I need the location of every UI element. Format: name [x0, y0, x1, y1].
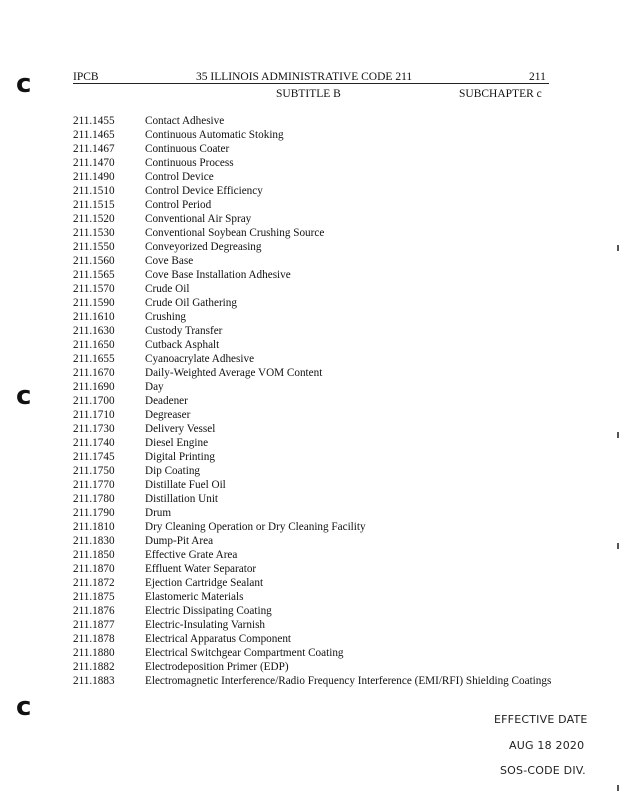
section-number: 211.1515 [73, 199, 115, 211]
section-term: Degreaser [145, 409, 191, 421]
header-subtitle: SUBTITLE B [276, 88, 341, 100]
section-term: Cove Base [145, 255, 194, 267]
section-term: Drum [145, 507, 172, 519]
scan-edge-mark [617, 432, 619, 438]
section-entry [73, 590, 553, 604]
section-term: Electrical Apparatus Component [145, 633, 292, 645]
section-entry [73, 184, 553, 198]
section-entry [73, 352, 553, 366]
section-term: Distillation Unit [145, 493, 219, 505]
stamp-date: AUG 18 2020 [509, 739, 585, 752]
section-term: Contact Adhesive [145, 115, 225, 127]
section-entry [73, 534, 553, 548]
section-number: 211.1550 [73, 241, 115, 253]
section-term: Continuous Coater [145, 143, 230, 155]
section-number: 211.1750 [73, 465, 115, 477]
section-entry [73, 604, 553, 618]
section-number: 211.1570 [73, 283, 115, 295]
section-entry [73, 296, 553, 310]
section-term: Distillate Fuel Oil [145, 479, 226, 491]
section-entry [73, 114, 553, 128]
section-number: 211.1730 [73, 423, 115, 435]
stamp-division: SOS-CODE DIV. [500, 764, 586, 777]
section-entry [73, 254, 553, 268]
section-term: Diesel Engine [145, 437, 209, 449]
section-number: 211.1810 [73, 521, 115, 533]
binder-hole-mark: c [16, 692, 32, 722]
section-term: Continuous Automatic Stoking [145, 129, 284, 141]
section-number: 211.1467 [73, 143, 115, 155]
section-term: Crude Oil Gathering [145, 297, 237, 309]
section-entry [73, 366, 553, 380]
section-entry [73, 142, 553, 156]
section-term: Electric Dissipating Coating [145, 605, 272, 617]
section-term: Effluent Water Separator [145, 563, 257, 575]
section-number: 211.1882 [73, 661, 115, 673]
section-entry [73, 338, 553, 352]
section-entry [73, 282, 553, 296]
section-term: Delivery Vessel [145, 423, 216, 435]
section-number: 211.1470 [73, 157, 115, 169]
section-number: 211.1850 [73, 549, 115, 561]
section-term: Dry Cleaning Operation or Dry Cleaning Facility [145, 521, 366, 533]
header-part: 211 [529, 71, 546, 83]
section-entry [73, 450, 553, 464]
section-number: 211.1875 [73, 591, 115, 603]
section-term: Deadener [145, 395, 188, 407]
header-code-title: 35 ILLINOIS ADMINISTRATIVE CODE 211 [196, 71, 413, 83]
section-term: Cyanoacrylate Adhesive [145, 353, 255, 365]
section-term: Cutback Asphalt [145, 339, 220, 351]
section-number: 211.1878 [73, 633, 115, 645]
section-entry [73, 548, 553, 562]
section-number: 211.1560 [73, 255, 115, 267]
section-entry [73, 198, 553, 212]
section-number: 211.1872 [73, 577, 115, 589]
section-term: Cove Base Installation Adhesive [145, 269, 291, 281]
section-entry [73, 478, 553, 492]
section-number: 211.1650 [73, 339, 115, 351]
header-agency: IPCB [73, 71, 99, 83]
section-term: Control Device [145, 171, 214, 183]
section-number: 211.1565 [73, 269, 115, 281]
section-entry [73, 408, 553, 422]
section-entry [73, 156, 553, 170]
section-number: 211.1745 [73, 451, 115, 463]
section-number: 211.1465 [73, 129, 115, 141]
section-term: Ejection Cartridge Sealant [145, 577, 264, 589]
scan-edge-mark [617, 543, 619, 549]
binder-hole-mark: c [16, 69, 32, 99]
scan-edge-mark [617, 245, 619, 251]
section-number: 211.1510 [73, 185, 115, 197]
section-number: 211.1610 [73, 311, 115, 323]
section-term: Electrodeposition Primer (EDP) [145, 661, 289, 673]
section-entry [73, 520, 553, 534]
section-entry [73, 310, 553, 324]
section-term: Control Period [145, 199, 212, 211]
section-number: 211.1710 [73, 409, 115, 421]
section-number: 211.1670 [73, 367, 115, 379]
section-entry [73, 506, 553, 520]
section-term: Digital Printing [145, 451, 215, 463]
section-term: Conventional Air Spray [145, 213, 252, 225]
section-entry [73, 394, 553, 408]
section-number: 211.1770 [73, 479, 115, 491]
stamp-label: EFFECTIVE DATE [494, 713, 588, 726]
section-number: 211.1520 [73, 213, 115, 225]
section-number: 211.1880 [73, 647, 115, 659]
section-entry [73, 240, 553, 254]
section-term: Control Device Efficiency [145, 185, 263, 197]
header-subchapter: SUBCHAPTER c [459, 88, 542, 100]
section-number: 211.1876 [73, 605, 115, 617]
section-entry [73, 632, 553, 646]
scan-edge-mark [617, 785, 619, 791]
section-term: Crude Oil [145, 283, 190, 295]
section-term: Effective Grate Area [145, 549, 238, 561]
section-entry [73, 618, 553, 632]
section-term: Daily-Weighted Average VOM Content [145, 367, 323, 379]
section-term: Conventional Soybean Crushing Source [145, 227, 325, 239]
section-term: Conveyorized Degreasing [145, 241, 262, 253]
section-number: 211.1700 [73, 395, 115, 407]
section-entry [73, 128, 553, 142]
section-entry [73, 660, 553, 674]
section-number: 211.1883 [73, 675, 115, 687]
section-number: 211.1490 [73, 171, 115, 183]
section-entry [73, 422, 553, 436]
section-number: 211.1590 [73, 297, 115, 309]
section-entry [73, 562, 553, 576]
section-list [73, 114, 553, 688]
section-term: Day [145, 381, 164, 393]
section-term: Crushing [145, 311, 187, 323]
section-entry [73, 436, 553, 450]
section-entry [73, 576, 553, 590]
binder-hole-mark: c [16, 381, 32, 411]
section-number: 211.1455 [73, 115, 115, 127]
section-term: Electric-Insulating Varnish [145, 619, 266, 631]
section-term: Electrical Switchgear Compartment Coating [145, 647, 344, 659]
section-entry [73, 492, 553, 506]
section-term: Dump-Pit Area [145, 535, 214, 547]
section-number: 211.1530 [73, 227, 115, 239]
section-term: Continuous Process [145, 157, 234, 169]
section-term: Elastomeric Materials [145, 591, 244, 603]
section-entry [73, 212, 553, 226]
section-entry [73, 268, 553, 282]
section-number: 211.1690 [73, 381, 115, 393]
section-number: 211.1655 [73, 353, 115, 365]
section-number: 211.1740 [73, 437, 115, 449]
section-entry [73, 646, 553, 660]
section-entry [73, 380, 553, 394]
section-term: Custody Transfer [145, 325, 223, 337]
section-entry [73, 170, 553, 184]
section-number: 211.1877 [73, 619, 115, 631]
section-entry [73, 226, 553, 240]
section-number: 211.1830 [73, 535, 115, 547]
section-number: 211.1790 [73, 507, 115, 519]
section-entry [73, 324, 553, 338]
section-term: Dip Coating [145, 465, 201, 477]
header-rule [73, 83, 549, 84]
section-number: 211.1780 [73, 493, 115, 505]
section-entry [73, 674, 553, 688]
section-term: Electromagnetic Interference/Radio Frequency Interference (EMI/RFI) Shielding Coatings [145, 675, 552, 687]
section-number: 211.1630 [73, 325, 115, 337]
section-number: 211.1870 [73, 563, 115, 575]
section-entry [73, 464, 553, 478]
